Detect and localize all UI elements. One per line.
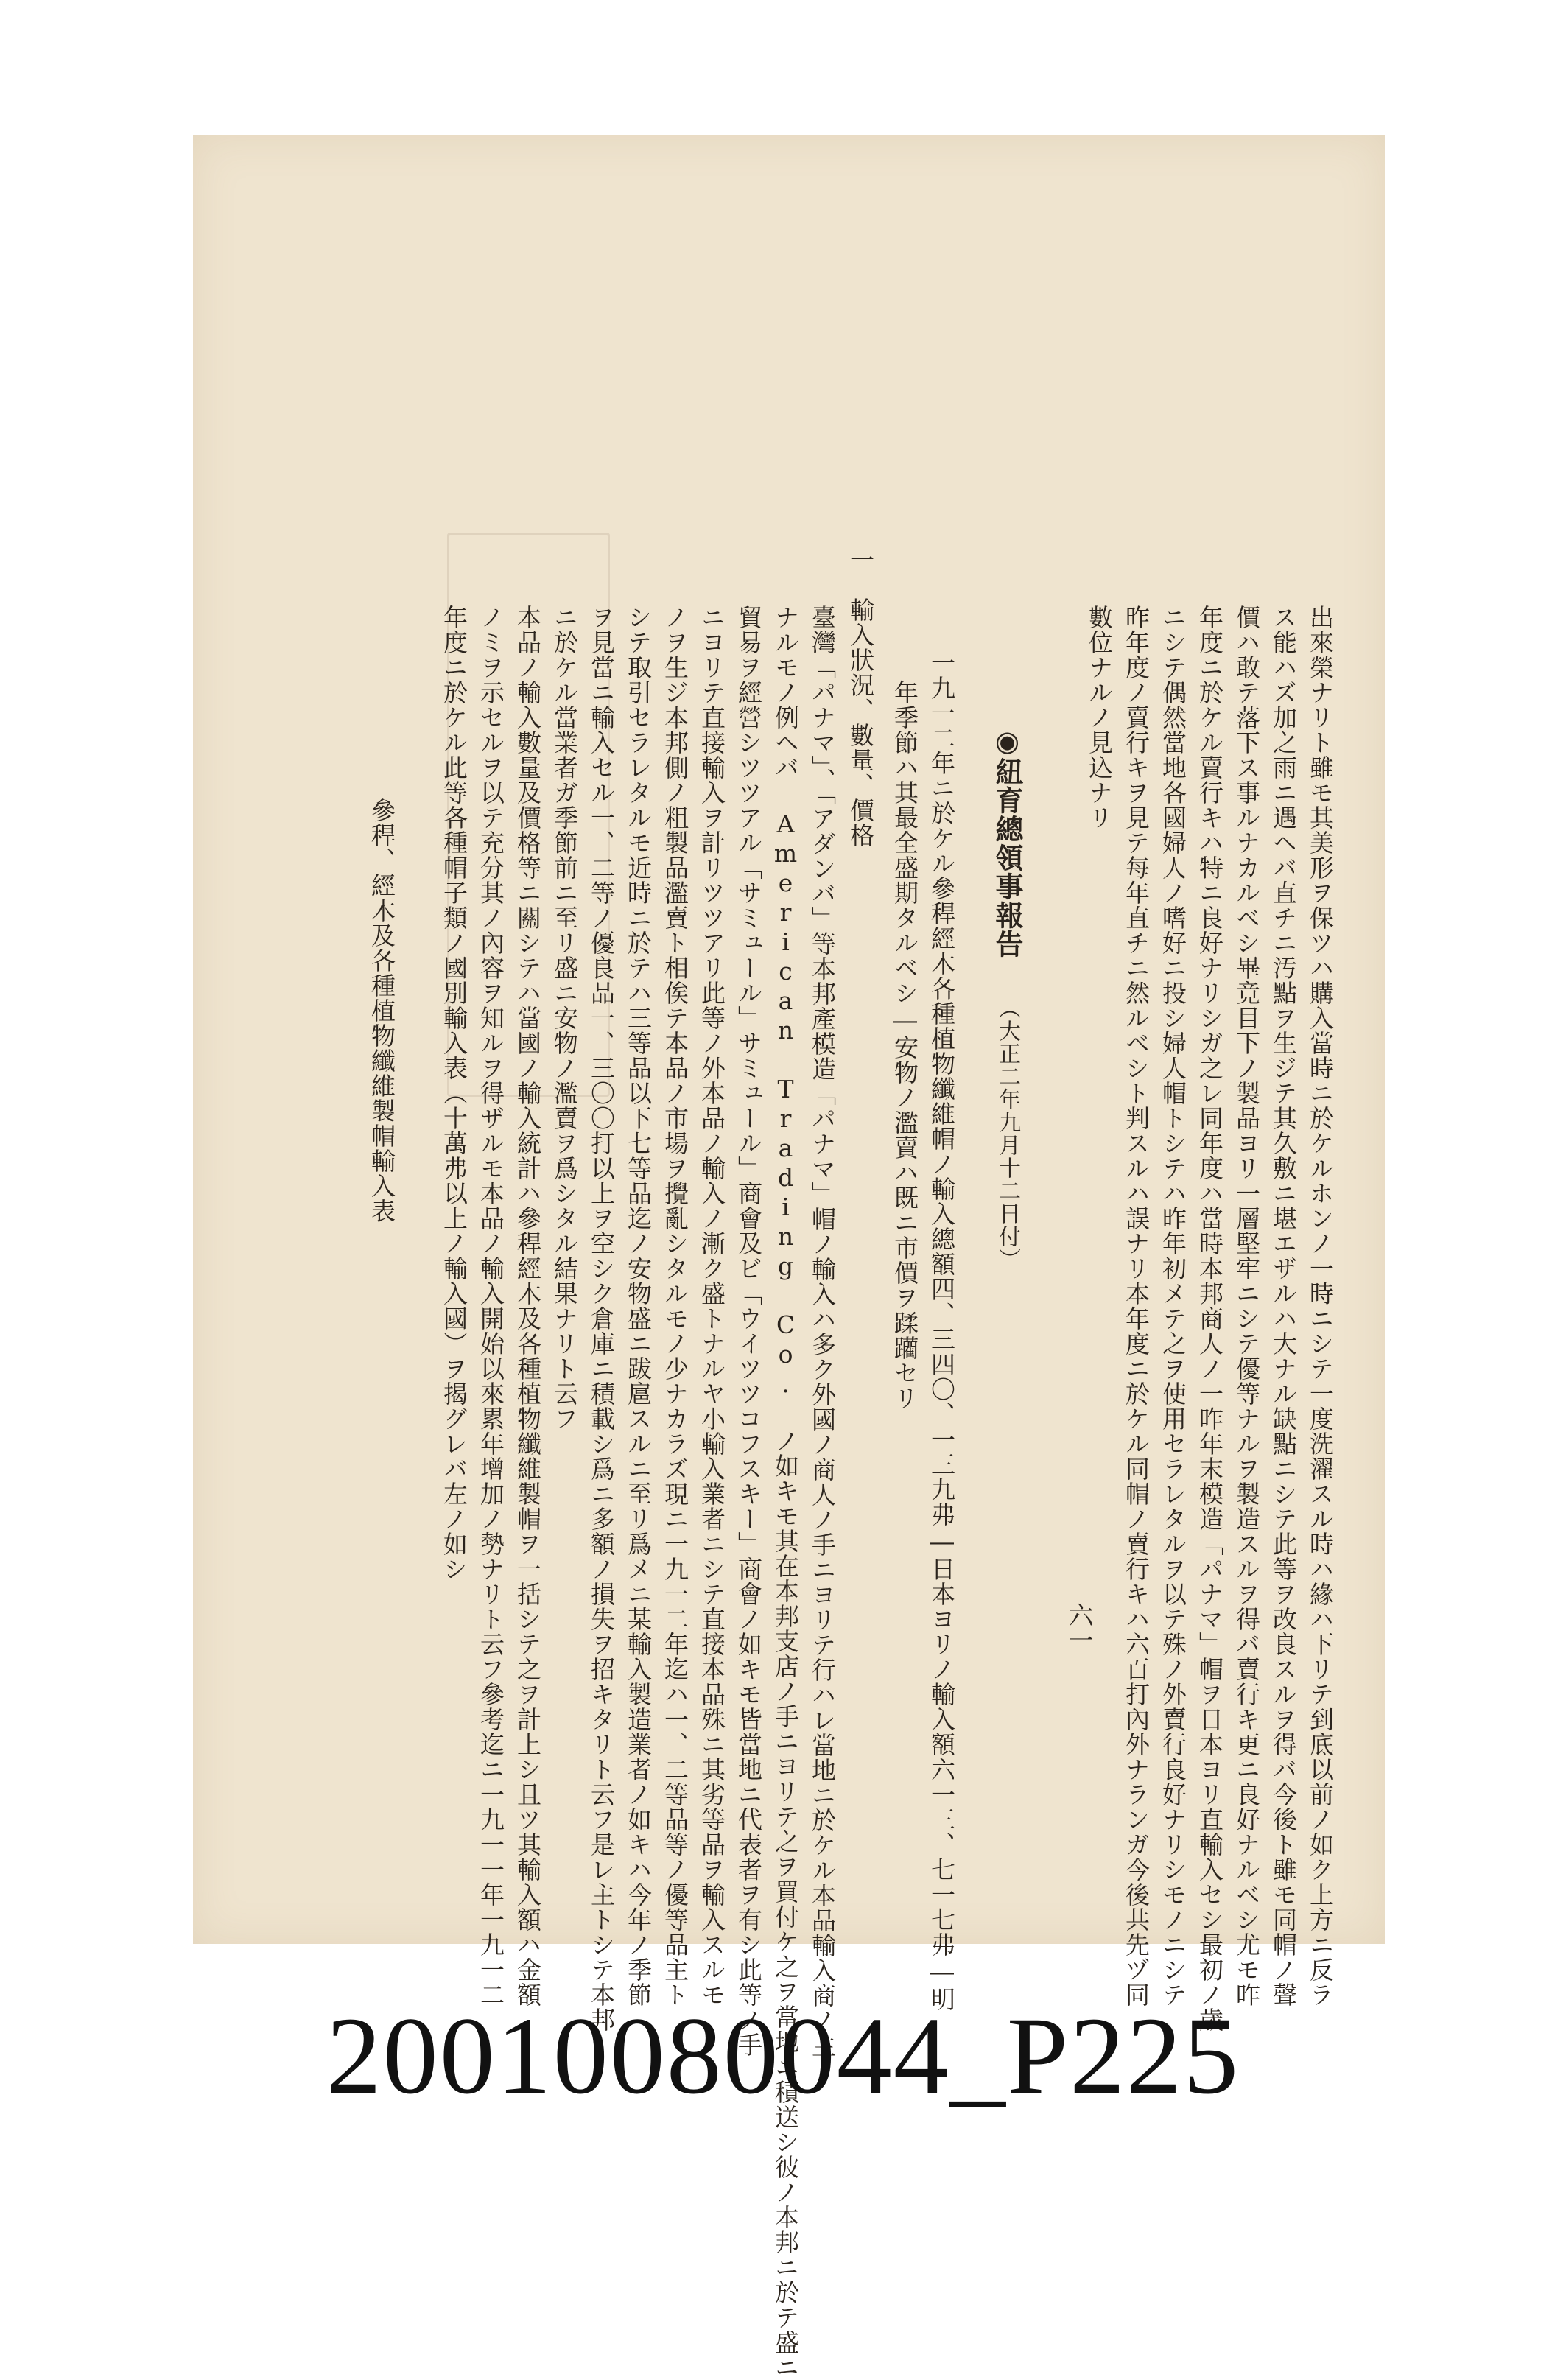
body-column-10: ノミヲ示セルヲ以テ充分其ノ內容ヲ知ルヲ得ザルモ本品ノ輸入開始以來累年增加ノ勢ナリト云フ參考迄ニ一九一一年一九一二 (477, 605, 505, 2007)
text-column-5: ニシテ偶然當地各國婦人ノ嗜好ニ投シ婦人帽トシテハ昨年初メテ之ヲ使用セラレタルヲ以テ殊ノ外賣行良好ナリシモノニシテ (1159, 605, 1187, 2007)
body-column-8: ニ於ケル當業者ガ季節前ニ至リ盛ニ安物ノ濫賣ヲ爲シタル結果ナリト云フ (550, 605, 579, 1431)
intro-line-2: 年季節ハ其最全盛期タルベシ―安物ノ濫賣ハ既ニ市價ヲ蹂躪セリ (891, 680, 919, 1411)
body-column-11: 年度ニ於ケル此等各種帽子類ノ國別輸入表（十萬弗以上ノ輸入國）ヲ揭グレバ左ノ如シ (440, 605, 468, 1582)
table-caption: 參稈、經木及各種植物纖維製帽輸入表 (368, 798, 396, 1224)
body-column-9: 本品ノ輸入數量及價格等ニ關シテハ當國ノ輸入統計ハ參稈經木及各種植物纖維製帽ヲ一括シテ之ヲ計上シ且ツ其輸入額ハ金額 (513, 605, 542, 2007)
report-date: （大正二年九月十二日付） (994, 997, 1020, 1271)
body-column-4: ニヨリテ直接輸入ヲ計リツツアリ此等ノ外本品ノ輸入ノ漸ク盛トナルヤ小輸入業者ニシテ直接本品殊ニ其劣等品ヲ輸入スルモ (698, 605, 726, 2007)
body-column-3: 貿易ヲ經營シツツアル「サミュール」サミュール」商會及ビ「ウイツツコフスキー」商會ノ如キモ皆當地ニ代表者ヲ有シ此等ノ手 (734, 605, 763, 2057)
text-column-3: 價ハ敢テ落下ス事ルナカルベシ畢竟目下ノ製品ヨリ一層堅牢ニシテ優等ナルヲ製造スルヲ得バ賣行キ更ニ良好ナルベシ尤モ昨 (1232, 605, 1261, 2007)
page-number: 六一 (1064, 1602, 1093, 1652)
body-column-2: ナルモノ例ヘバ American Trading Co. ノ如キモ其在本邦支店ノ手ニヨリテ之ヲ買付ケ之ヲ當地ニ積送シ彼ノ本邦ニ於テ盛ニ (771, 605, 800, 2380)
body-column-5: ノヲ生ジ本邦側ノ粗製品濫賣ト相俟テ本品ノ市場ヲ攪亂シタルモノ少ナカラズ現ニ一九一二年迄ハ一、二等品等ノ優等品主ト (661, 605, 689, 2007)
text-column-6: 昨年度ノ賣行キヲ見テ每年直チニ然ルベシト判スルハ誤ナリ本年度ニ於ケル同帽ノ賣行キハ六百打內外ナランガ今後共先ヅ同 (1122, 605, 1151, 2007)
image-id-caption: 20010080044_P225 (326, 1995, 1240, 2117)
body-column-1: 臺灣「パナマ」、「アダンバ」等本邦產模造「パナマ」帽ノ輸入ハ多ク外國ノ商人ノ手ニヨリテ行ハレ當地ニ於ケル本品輸入商ノ主 (808, 605, 837, 2058)
text-column-1: 出來榮ナリト雖モ其美形ヲ保ツハ購入當時ニ於ケルホンノ一時ニシテ一度洗濯スル時ハ緣ハ下リテ到底以前ノ如ク上方ニ反ラ (1306, 605, 1335, 2007)
text-column-4: 年度ニ於ケル賣行キハ特ニ良好ナリシガ之レ同年度ハ當時本邦商人ノ一昨年末模造「パナマ」帽ヲ日本ヨリ直輸入セシ最初ノ歳 (1195, 605, 1224, 2032)
intro-line-1: 一九一二年ニ於ケル參稈經木各種植物纖維帽ノ輸入總額四、三四〇、一三九弗―日本ヨリノ輸入額六一三、七一七弗―明 (927, 650, 956, 2012)
body-column-7: ヲ見當ニ輸入セル一、二等ノ優良品一、三〇〇打以上ヲ空シク倉庫ニ積載シ爲ニ多額ノ損失ヲ招キタリト云フ是レ主トシテ本邦 (587, 605, 616, 2032)
section-title: 一 輸入狀況、數量、價格 (846, 547, 875, 848)
report-heading: 紐育總領事報告 (991, 757, 1024, 958)
heading-mark: ◉ (991, 724, 1024, 758)
body-column-6: シテ取引セラレタルモ近時ニ於テハ三等品以下七等品迄ノ安物盛ニ跋扈スルニ至リ爲メニ某輸入製造業者ノ如キハ今年ノ季節 (624, 605, 653, 2007)
text-column-7: 數位ナルノ見込ナリ (1085, 605, 1114, 830)
text-column-2: ス能ハズ加之雨ニ遇ヘバ直チニ汚點ヲ生ジテ其久敷ニ堪エザルハ大ナル缺點ニシテ此等ヲ改良スルヲ得バ今後ト雖モ同帽ノ聲 (1269, 605, 1298, 2007)
